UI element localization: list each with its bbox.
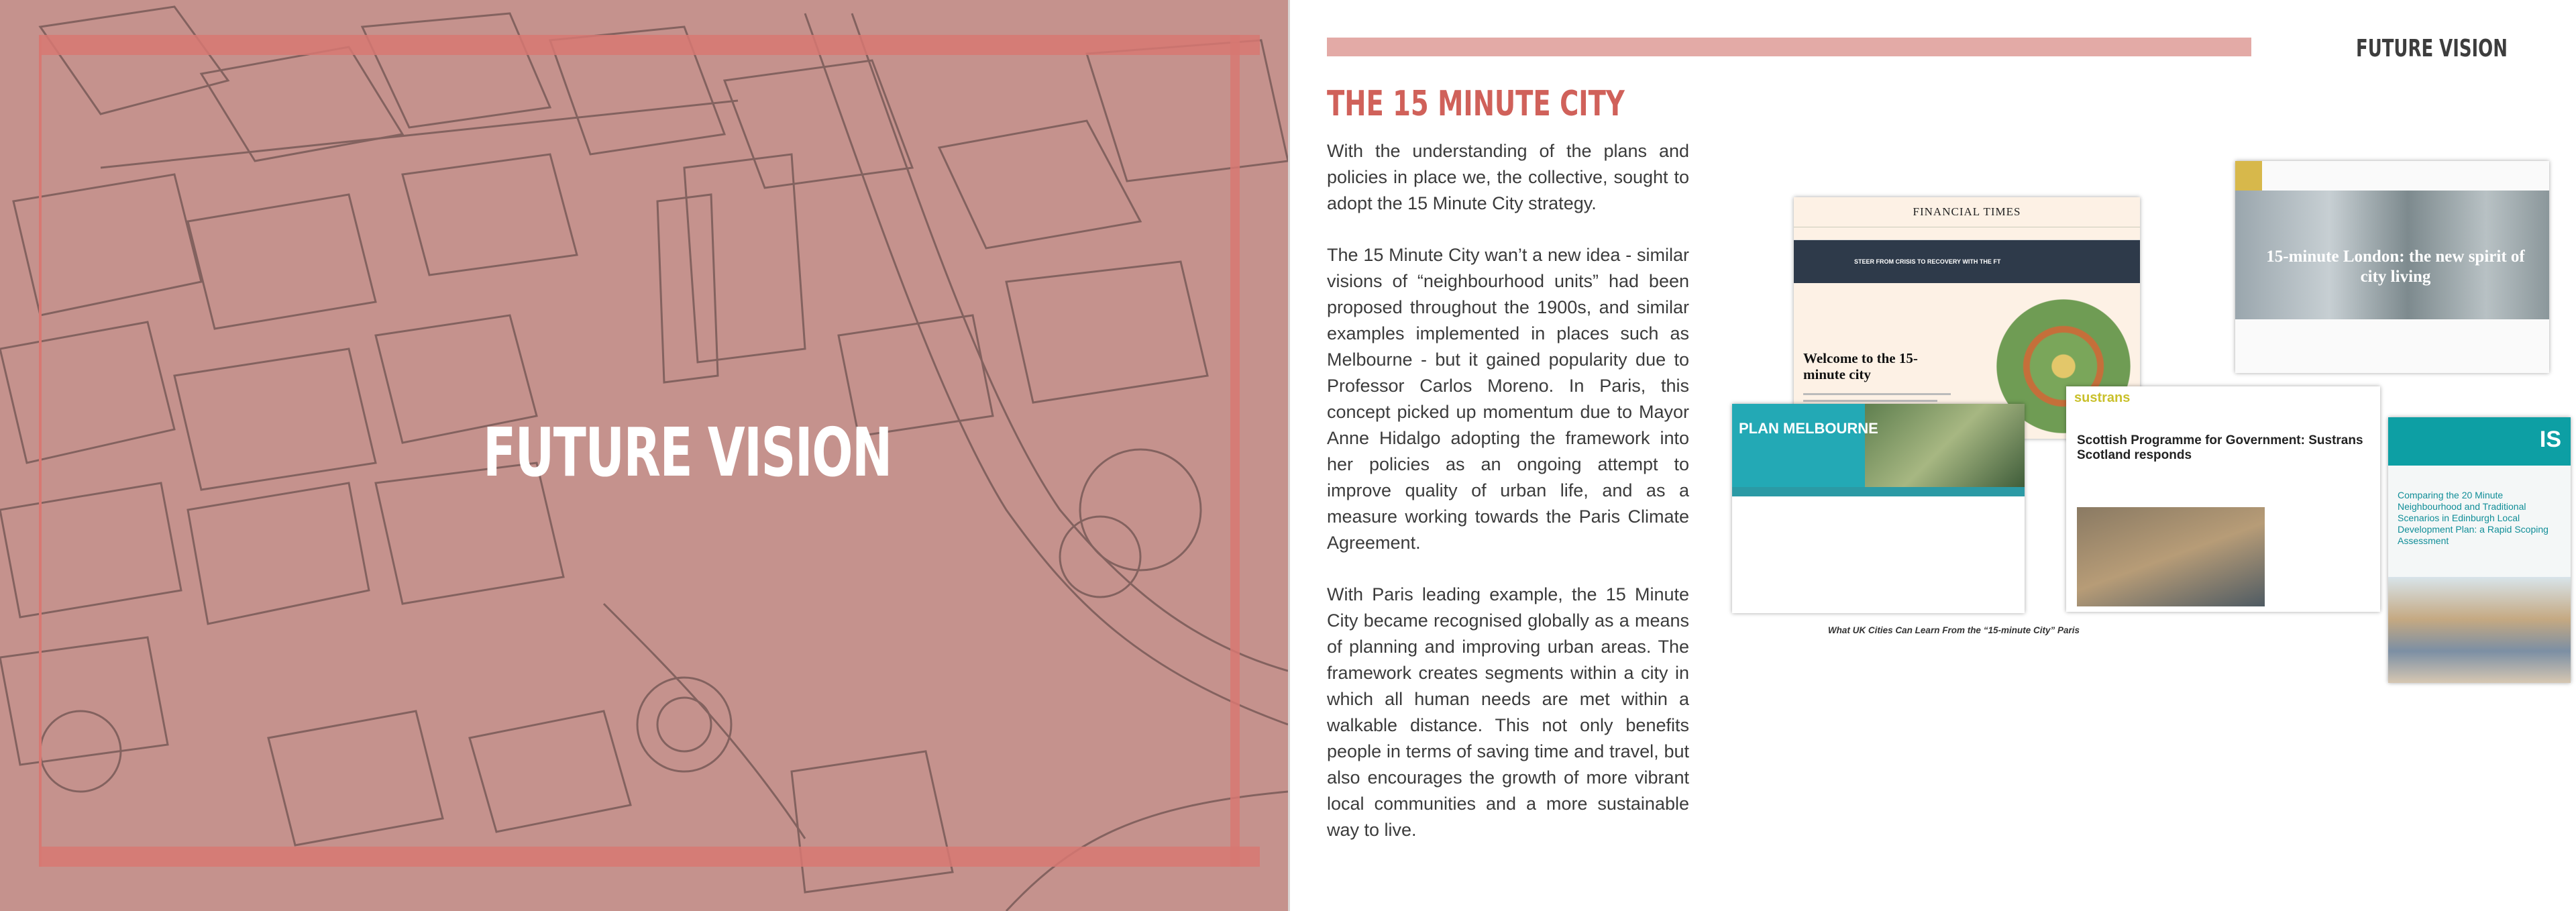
edinburgh-report-screenshot — [2388, 417, 2571, 683]
melbourne-logo: PLAN MELBOURNE — [1739, 420, 1878, 437]
sustrans-headline: Scottish Programme for Government: Sustrans Scotland responds — [2077, 433, 2363, 462]
edinburgh-header — [2388, 417, 2571, 466]
header-label: FUTURE VISION — [2356, 35, 2508, 62]
frame-bottom-bar — [39, 847, 1260, 867]
edinburgh-illustration — [2388, 577, 2571, 683]
london-article-screenshot — [2235, 161, 2549, 373]
edinburgh-badge: IS — [2539, 427, 2561, 452]
cover-title: FUTURE VISION — [483, 413, 892, 492]
collage-caption: What UK Cities Can Learn From the “15-minute City” Paris — [1827, 625, 2080, 635]
london-headline: 15-minute London: the new spirit of city living — [2266, 248, 2525, 286]
ft-nav-bar — [1794, 227, 2140, 240]
edinburgh-title: Comparing the 20 Minute Neighbourhood and Traditional Scenarios in Edinburgh Local Development Plan: a Rapid Scoping Assessment — [2398, 490, 2548, 546]
ft-headline: Welcome to the 15-minute city — [1803, 350, 1918, 382]
body-paragraph-2: The 15 Minute City wan’t a new idea - similar visions of “neighbourhood units” had been proposed throughout the 1900s, and similar examples implemented in places such as Melbourne - but it gained popularity due to Professor Carlos Moreno. In Paris, this concept picked up momentum due to Mayor Anne Hidalgo adopting the framework into her policies as an ongoing attempt to improve quality of urban life, and as a measure working towards the Paris Climate Agreement. — [1327, 245, 1689, 553]
london-site-badge — [2235, 161, 2262, 191]
ft-text-line — [1803, 400, 1937, 402]
melbourne-photo — [1865, 404, 2025, 487]
page-gutter — [1288, 0, 1290, 911]
sustrans-article-screenshot — [2066, 386, 2380, 612]
body-text — [1327, 138, 1689, 869]
sustrans-photo — [2077, 507, 2265, 606]
frame-right-bar — [1230, 35, 1240, 867]
frame-top-bar — [39, 35, 1260, 55]
sustrans-logo: sustrans — [2074, 390, 2131, 405]
ft-banner — [1794, 240, 2140, 283]
section-title: THE 15 MINUTE CITY — [1327, 84, 1625, 124]
body-paragraph-3: With Paris leading example, the 15 Minute City became recognised globally as a means of planning and improving urban areas. The framework creates segments within a city in which all human needs are met within a walkable distance. This not only benefits people in terms of saving time and travel, but also encourages the growth of more vibrant local communities and a more sustainable way to live. — [1327, 584, 1689, 840]
frame-left-line — [39, 35, 42, 867]
header-bar — [1327, 38, 2251, 56]
body-paragraph-1: With the understanding of the plans and policies in place we, the collective, sought to adopt the 15 Minute City strategy. — [1327, 141, 1689, 213]
ft-text-line — [1803, 393, 1951, 395]
article-collage — [1717, 161, 2561, 684]
melbourne-nav-bar — [1732, 487, 2025, 496]
ft-banner-text: STEER FROM CRISIS TO RECOVERY WITH THE FT — [1854, 258, 2001, 265]
ft-masthead: FINANCIAL TIMES — [1913, 205, 2021, 218]
melbourne-article-screenshot — [1732, 404, 2025, 613]
